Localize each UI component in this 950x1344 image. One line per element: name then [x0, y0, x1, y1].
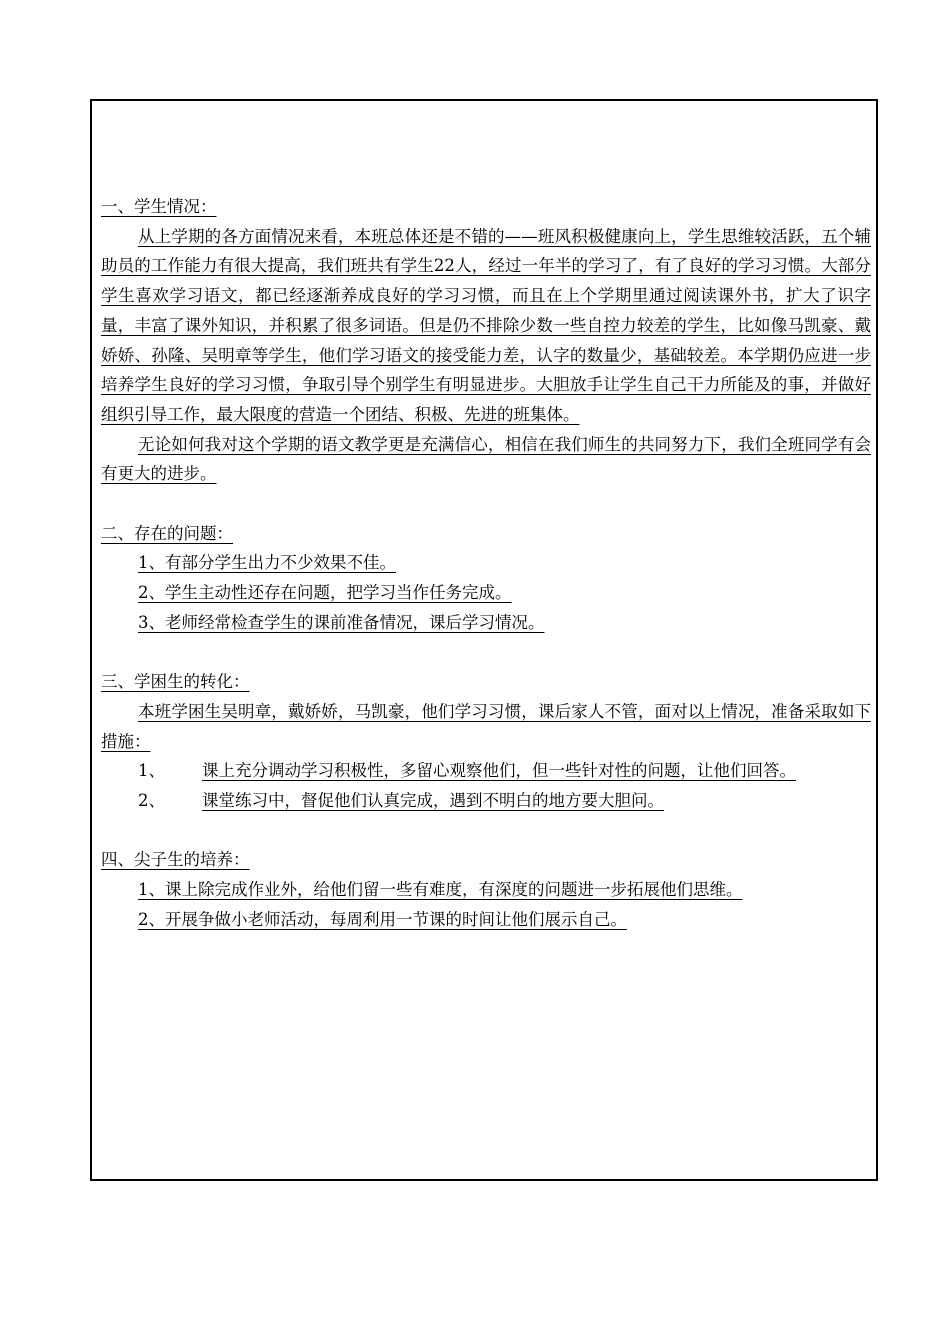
struggling-students-paragraph: 本班学困生吴明章，戴娇娇，马凯豪，他们学习习惯，课后家人不管，面对以上情况，准备采取如下措施：	[101, 701, 871, 751]
spacer	[101, 489, 871, 519]
confidence-paragraph: 无论如何我对这个学期的语文教学更是充满信心，相信在我们师生的共同努力下，我们全班同学有会有更大的进步。	[101, 434, 871, 484]
top-student-item: 2、开展争做小老师活动，每周利用一节课的时间让他们展示自己。	[138, 909, 627, 929]
measure-item	[101, 756, 871, 786]
student-situation-paragraph: 从上学期的各方面情况来看，本班总体还是不错的——班风积极健康向上，学生思维较活跃，五个辅助员的工作能力有很大提高，我们班共有学生22人，经过一年半的学习了，有了良好的学习习惯。大部分学生喜欢学习语文，都已经逐渐养成良好的学习习惯，而且在上个学期里通过阅读课外书，扩大了识字量，丰富了课外知识，并积累了很多词语。但是仍不排除少数一些自控力较差的学生，比如像马凯豪、戴娇娇、孙隆、吴明章等学生，他们学习语文的接受能力差，认字的数量少，基础较差。本学期仍应进一步培养学生良好的学习习惯，争取引导个别学生有明显进步。大胆放手让学生自己干力所能及的事，并做好组织引导工作，最大限度的营造一个团结、积极、先进的班集体。	[101, 226, 871, 424]
document-content	[101, 192, 871, 934]
problem-item: 2、学生主动性还存在问题，把学习当作任务完成。	[138, 583, 512, 603]
spacer	[101, 816, 871, 846]
section-heading-struggling-students: 三、学困生的转化：	[101, 672, 250, 692]
measure-text: 课堂练习中，督促他们认真完成，遇到不明白的地方要大胆问。	[202, 790, 664, 810]
top-student-item: 1、课上除完成作业外，给他们留一些有难度，有深度的问题进一步拓展他们思维。	[138, 879, 743, 899]
spacer	[101, 637, 871, 667]
section-heading-student-situation: 一、学生情况：	[101, 197, 217, 216]
measure-item	[101, 786, 871, 816]
section-heading-top-students: 四、尖子生的培养：	[101, 850, 250, 870]
document-frame	[90, 99, 878, 1181]
measure-number: 1、	[138, 761, 165, 781]
problem-item: 1、有部分学生出力不少效果不佳。	[138, 553, 396, 573]
section-heading-existing-problems: 二、存在的问题：	[101, 523, 233, 543]
measure-number: 2、	[138, 790, 165, 810]
measure-text: 课上充分调动学习积极性，多留心观察他们，但一些针对性的问题，让他们回答。	[202, 761, 796, 781]
problem-item: 3、老师经常检查学生的课前准备情况，课后学习情况。	[138, 612, 545, 632]
